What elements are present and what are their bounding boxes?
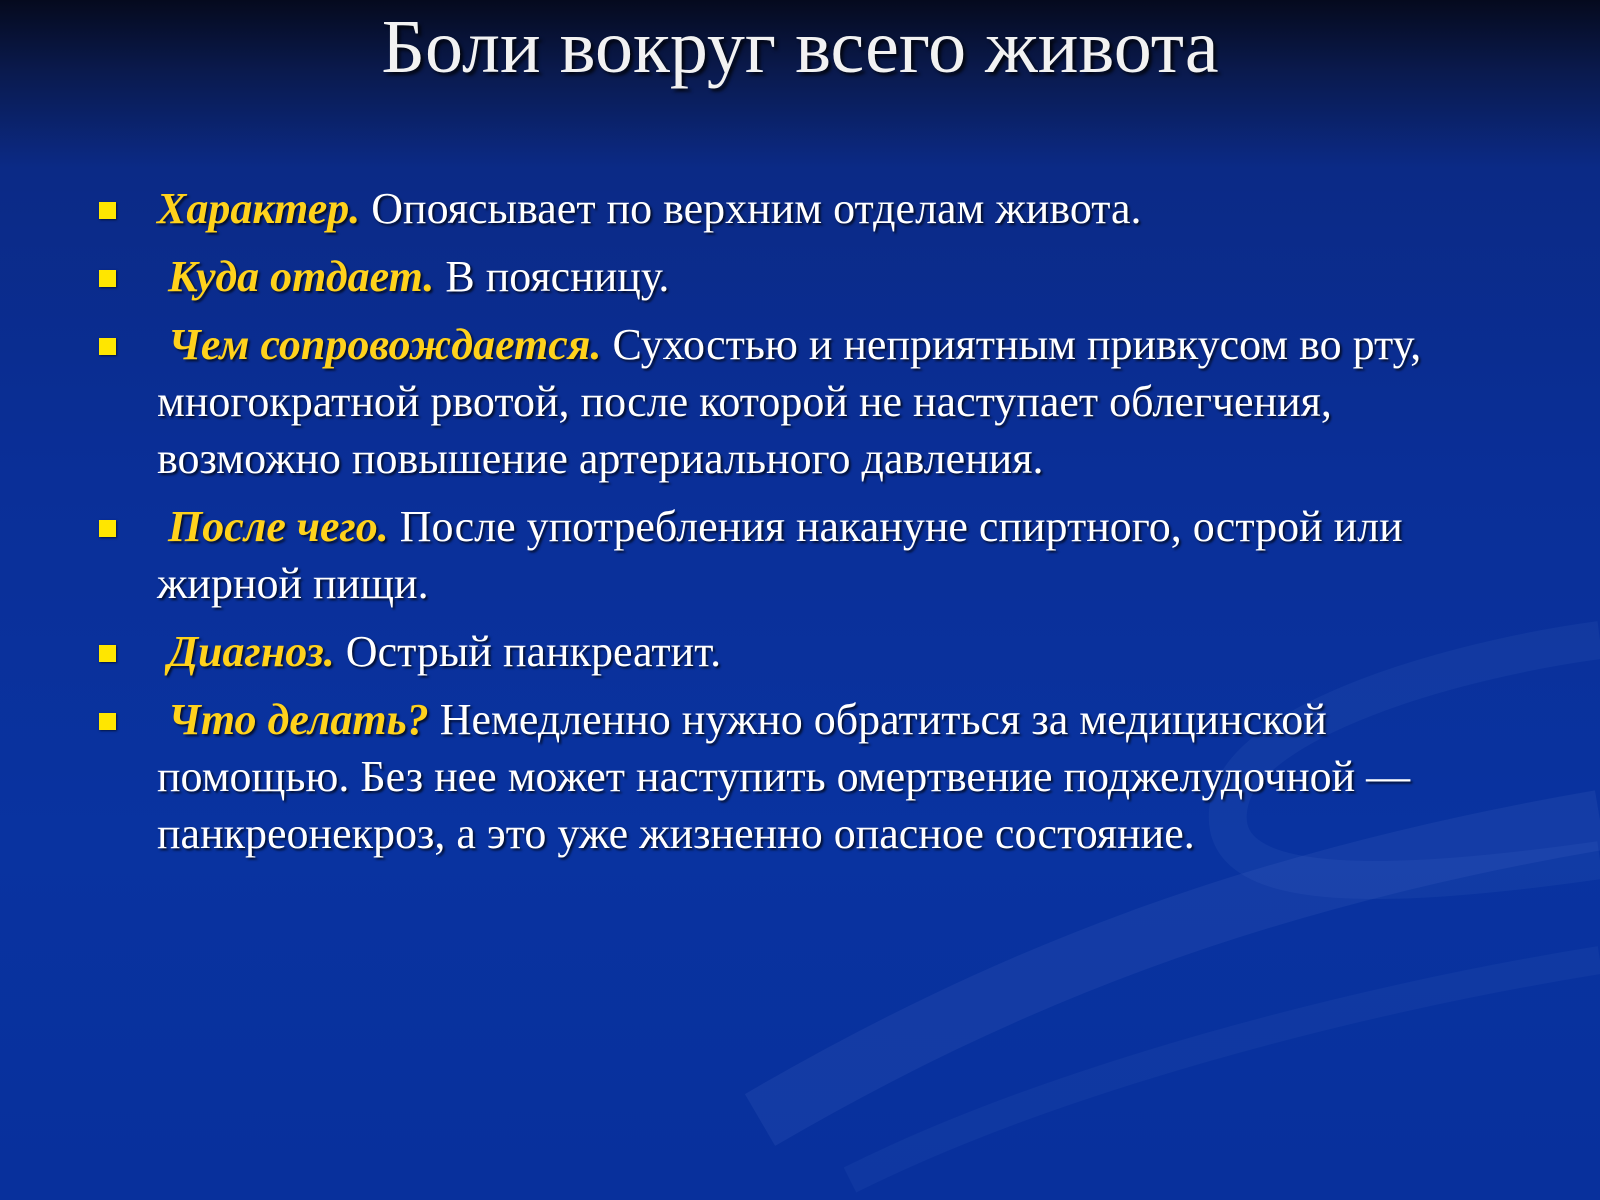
square-bullet-icon <box>99 520 116 537</box>
bullet-item-what-to-do <box>96 691 1516 862</box>
bullet-list <box>96 180 1516 873</box>
bullet-item-radiation <box>96 248 1516 305</box>
bullet-item-character <box>96 180 1516 237</box>
bullet-text: После употребления накануне спиртного, острой или жирной пищи. <box>157 502 1403 608</box>
slide-title: Боли вокруг всего живота <box>381 5 1219 89</box>
square-bullet-icon <box>99 202 116 219</box>
bullet-key: Что делать? <box>157 695 429 744</box>
bullet-item-diagnosis <box>96 623 1516 680</box>
bullet-text: Немедленно нужно обратиться за медицинской помощью. Без нее может наступить омертвение поджелудочной — панкреонекроз, а это уже жизненно опасное состояние. <box>157 695 1411 858</box>
bullet-text: Опоясывает по верхним отделам живота. <box>360 184 1142 233</box>
bullet-text: Сухостью и неприятным привкусом во рту, многократной рвотой, после которой не наступает облегчения, возможно повышение артериального давления. <box>157 320 1422 483</box>
bullet-key: Чем сопровождается. <box>157 320 602 369</box>
bullet-key: Куда отдает. <box>157 252 435 301</box>
square-bullet-icon <box>99 270 116 287</box>
square-bullet-icon <box>99 713 116 730</box>
bullet-item-accompanied <box>96 316 1516 487</box>
bullet-key: Характер. <box>157 184 361 233</box>
bullet-item-after-what <box>96 498 1516 612</box>
bullet-key: После чего. <box>157 502 389 551</box>
bullet-text: Острый панкреатит. <box>334 627 722 676</box>
bullet-text: В поясницу. <box>434 252 670 301</box>
square-bullet-icon <box>99 338 116 355</box>
bullet-key: Диагноз. <box>157 627 335 676</box>
square-bullet-icon <box>99 645 116 662</box>
